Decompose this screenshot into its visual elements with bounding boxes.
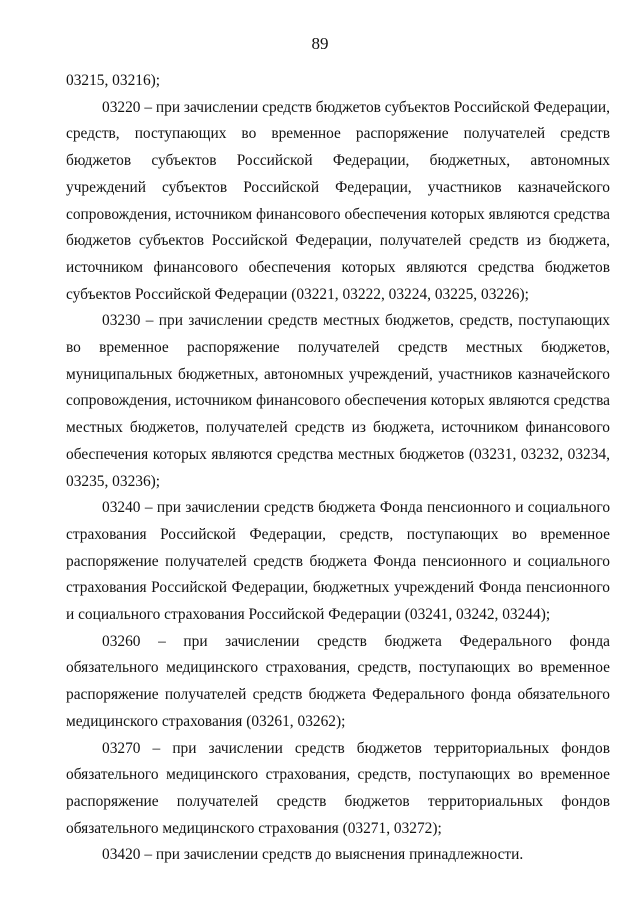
account-code: 03270 (102, 739, 141, 757)
dash: – (140, 312, 159, 330)
paragraph-text: при зачислении средств бюджета Фонда пенсионного и социального страхования Российской Федерации, средств, поступающих во временное распоряжение получателей средств бюджета Фонда пенсионного и социального страхования Российской Федерации, бюджетных учреждений Фонда пенсионного и социального страхования Российской Федерации (03241, 03242, 03244); (66, 499, 611, 624)
account-code: 03260 (102, 632, 141, 650)
paragraph-03220 (66, 95, 610, 309)
account-code: 03230 (102, 312, 141, 330)
paragraph-03420 (66, 842, 610, 869)
page-number: 89 (311, 34, 329, 53)
dash: – (140, 632, 184, 650)
account-code: 03220 (102, 98, 141, 116)
paragraph-text: при зачислении средств местных бюджетов, средств, поступающих во временное распоряжение получателей средств местных бюджетов, муниципальных бюджетных, автономных учреждений, участников казначейского сопровождения, источником финансового обеспечения которых являются средства местных бюджетов, получателей средств из бюджета, источником финансового обеспечения которых являются средства местных бюджетов (03231, 03232, 03234, 03235, 03236); (66, 312, 610, 490)
dash: – (140, 98, 156, 116)
paragraph-text: при зачислении средств бюджетов территориальных фондов обязательного медицинского страхования, средств, поступающих во временное распоряжение получателей средств бюджетов территориальных фондов обязательного медицинского страхования (03271, 03272); (66, 739, 611, 837)
document-body (66, 68, 610, 869)
dash: – (140, 739, 173, 757)
dash: – (140, 499, 157, 517)
paragraph-03230 (66, 308, 610, 495)
paragraph-03270 (66, 736, 610, 843)
account-code: 03240 (102, 499, 141, 517)
paragraph-text: при зачислении средств бюджетов субъектов Российской Федерации, средств, поступающих во временное распоряжение получателей средств бюджетов субъектов Российской Федерации, бюджетных, автономных учреждений субъектов Российской Федерации, участников казначейского сопровождения, источником финансового обеспечения которых являются средства бюджетов субъектов Российской Федерации, получателей средств из бюджета, источником финансового обеспечения которых являются средства бюджетов субъектов Российской Федерации (03221, 03222, 03224, 03225, 03226); (66, 98, 610, 303)
paragraph-text: при зачислении средств бюджета Федерального фонда обязательного медицинского страхования, средств, поступающих во временное распоряжение получателей средств бюджета Федерального фонда обязательного медицинского страхования (03261, 03262); (66, 632, 611, 730)
dash: – (140, 846, 156, 864)
account-code: 03420 (102, 846, 141, 864)
paragraph-continuation (66, 68, 610, 95)
paragraph-text: 03215, 03216); (66, 72, 161, 89)
paragraph-03240 (66, 495, 610, 629)
paragraph-03260 (66, 629, 610, 736)
paragraph-text: при зачислении средств до выяснения принадлежности. (155, 846, 524, 864)
